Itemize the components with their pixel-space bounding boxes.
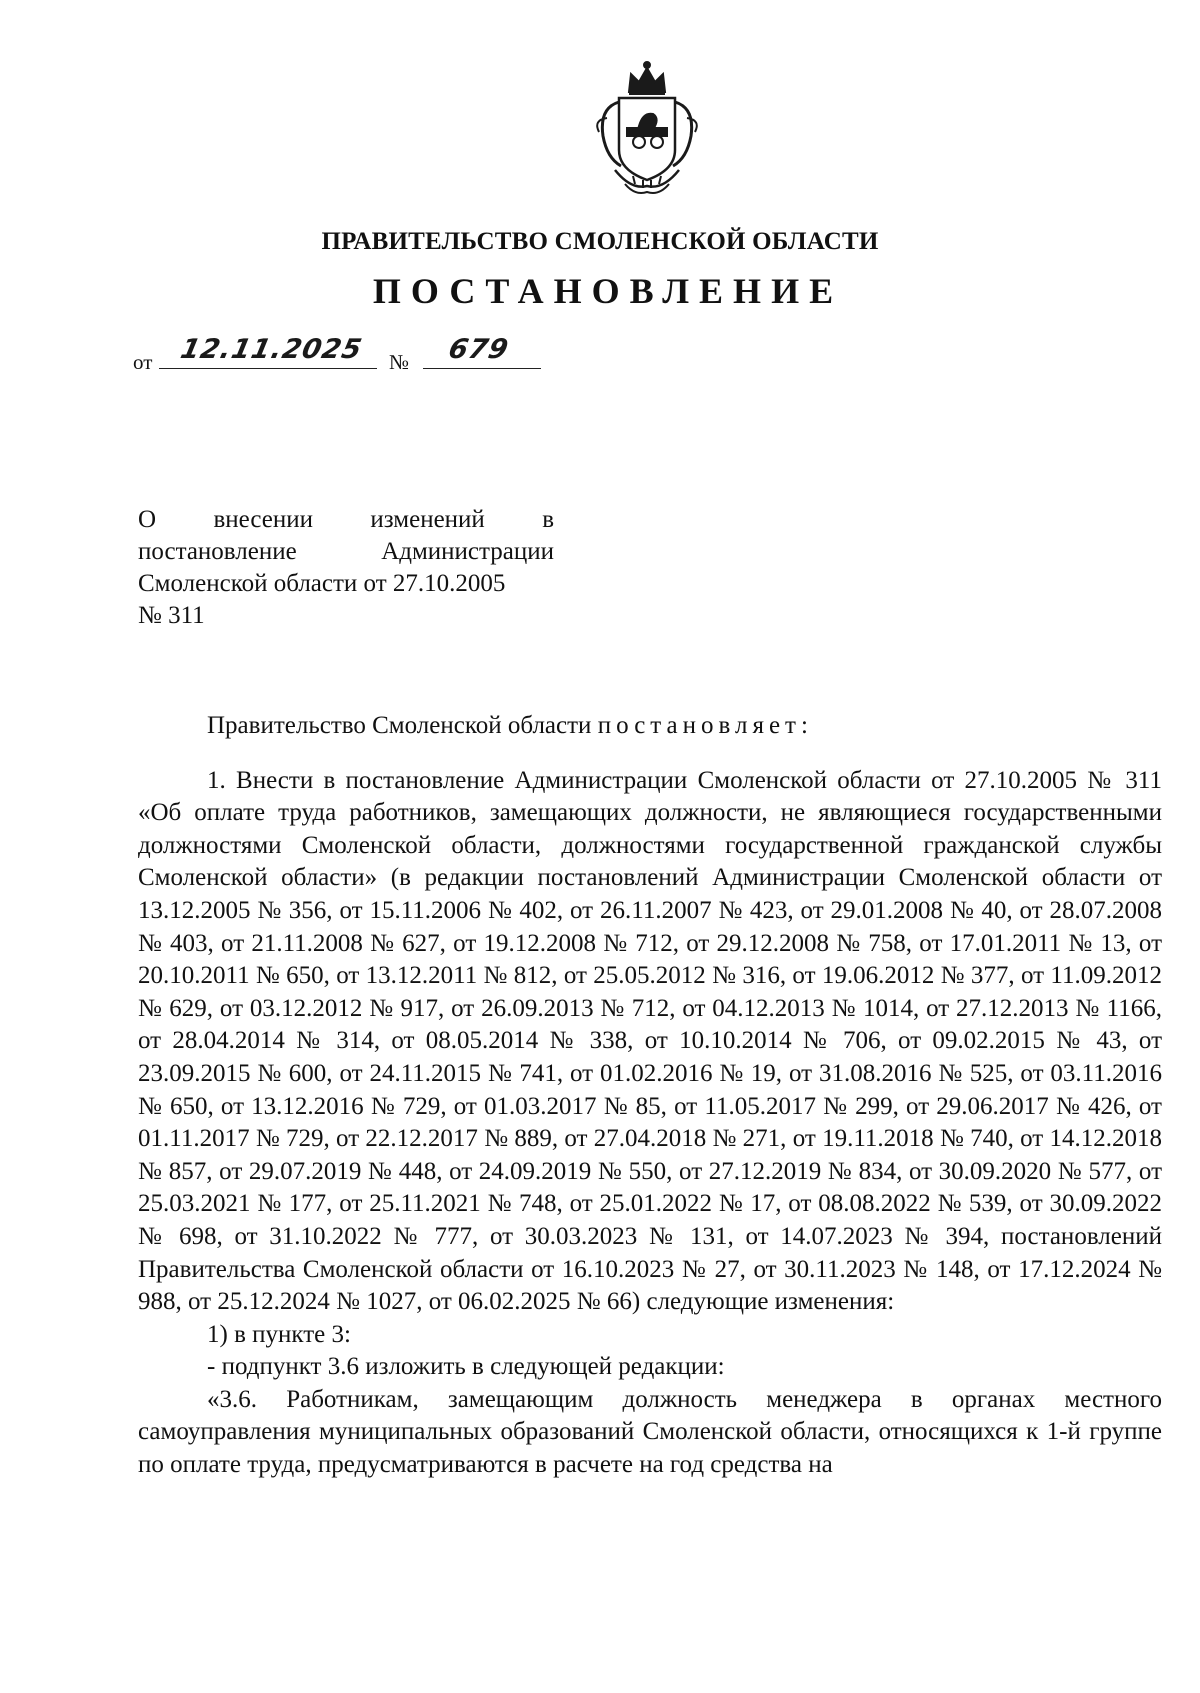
registration-line	[133, 334, 553, 374]
date-prefix: от	[133, 350, 153, 374]
quote-3-6: «3.6. Работникам, замещающим должность менеджера в органах местного самоуправления муниципальных образований Смоленской области, относящихся к 1-й группе по оплате труда, предусматриваются в расчете на год средства на	[138, 1385, 1162, 1479]
subject-line: Смоленской области от 27.10.2005	[138, 570, 506, 597]
number-prefix: №	[389, 350, 410, 374]
date-field	[159, 334, 377, 369]
preamble-colon: :	[800, 712, 808, 739]
item-1-subpoint: - подпункт 3.6 изложить в следующей редакции:	[207, 1353, 725, 1381]
handwritten-date: 12.11.2025	[177, 334, 366, 365]
preamble	[207, 710, 1162, 743]
document-body	[138, 710, 1162, 1482]
item-1: 1) в пункте 3:	[207, 1320, 351, 1348]
number-field	[423, 334, 541, 369]
handwritten-number: 679	[445, 334, 512, 365]
preamble-spaced-verb: постановляет	[597, 712, 801, 739]
organization-title: ПРАВИТЕЛЬСТВО СМОЛЕНСКОЙ ОБЛАСТИ	[321, 228, 879, 255]
paragraph-1: 1. Внести в постановление Администрации Смоленской области от 27.10.2005 № 311 «Об оплате труда работников, замещающих должности, не являющиеся государственными должностями Смоленской области, должностями государственной гражданской службы Смоленской области» (в редакции постановлений Администрации Смоленской области от 13.12.2005 № 356, от 15.11.2006 № 402, от 26.11.2007 № 423, от 29.01.2008 № 40, от 28.07.2008 № 403, от 21.11.2008 № 627, от 19.12.2008 № 712, от 29.12.2008 № 758, от 17.01.2011 № 13, от 20.10.2011 № 650, от 13.12.2011 № 812, от 25.05.2012 № 316, от 19.06.2012 № 377, от 11.09.2012 № 629, от 03.12.2012 № 917, от 26.09.2013 № 712, от 04.12.2013 № 1014, от 27.12.2013 № 1166, от 28.04.2014 № 314, от 08.05.2014 № 338, от 10.10.2014 № 706, от 09.02.2015 № 43, от 23.09.2015 № 600, от 24.11.2015 № 741, от 01.02.2016 № 19, от 31.08.2016 № 525, от 03.11.2016 № 650, от 13.12.2016 № 729, от 01.03.2017 № 85, от 11.05.2017 № 299, от 29.06.2017 № 426, от 01.11.2017 № 729, от 22.12.2017 № 889, от 27.04.2018 № 271, от 19.11.2018 № 740, от 14.12.2018 № 857, от 29.07.2019 № 448, от 24.09.2019 № 550, от 27.12.2019 № 834, от 30.09.2020 № 577, от 25.03.2021 № 177, от 25.11.2021 № 748, от 25.01.2022 № 17, от 08.08.2022 № 539, от 30.09.2022 № 698, от 31.10.2022 № 777, от 30.03.2023 № 131, от 14.07.2023 № 394, постановлений Правительства Смоленской области от 16.10.2023 № 27, от 30.11.2023 № 148, от 17.12.2024 № 988, от 25.12.2024 № 1027, от 06.02.2025 № 66) следующие изменения:	[138, 766, 1162, 1316]
subject-line: О внесении изменений в	[138, 506, 554, 533]
document-subject	[138, 504, 554, 632]
subject-line: постановление Администрации	[138, 538, 554, 565]
subject-line: № 311	[138, 602, 205, 629]
preamble-text: Правительство Смоленской области	[207, 712, 598, 739]
coat-of-arms-icon	[585, 58, 709, 200]
document-type-title: ПОСТАНОВЛЕНИЕ	[372, 271, 844, 311]
